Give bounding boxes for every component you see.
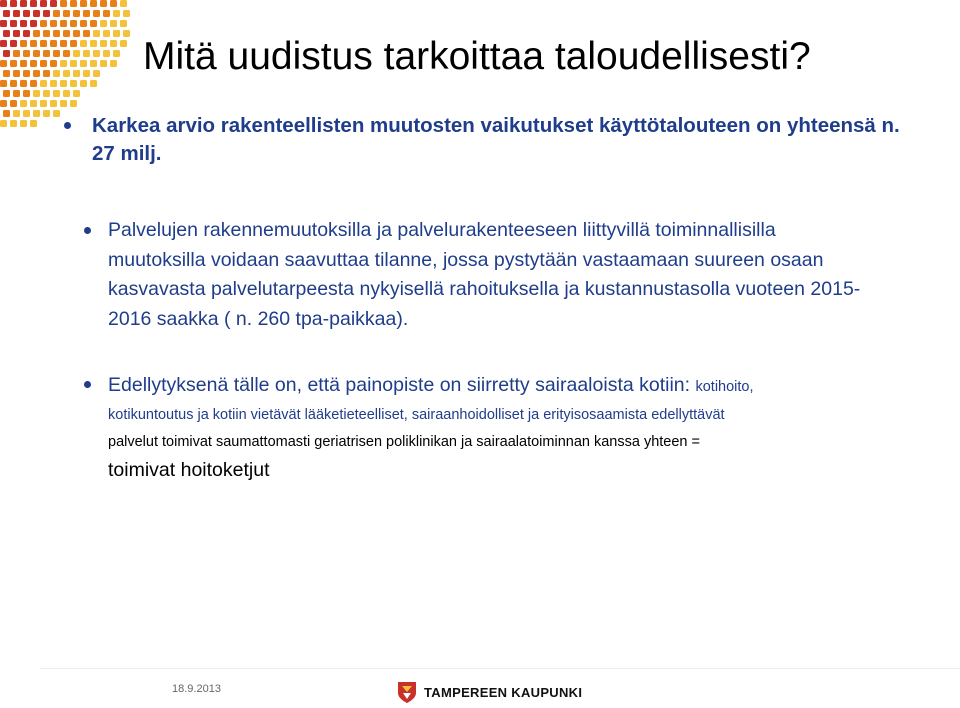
mosaic-tile <box>63 50 70 57</box>
mosaic-tile <box>53 30 60 37</box>
mosaic-tile <box>53 70 60 77</box>
mosaic-tile <box>43 10 50 17</box>
mosaic-tile <box>90 40 97 47</box>
footer-divider <box>40 668 960 669</box>
bullet-item-2 <box>80 216 940 334</box>
mosaic-tile <box>33 90 40 97</box>
mosaic-tile <box>100 40 107 47</box>
mosaic-tile <box>33 50 40 57</box>
mosaic-tile <box>100 60 107 67</box>
mosaic-tile <box>30 20 37 27</box>
mosaic-tile <box>0 100 7 107</box>
bullet-item-1 <box>60 112 920 168</box>
mosaic-tile <box>10 120 17 127</box>
mosaic-tile <box>63 90 70 97</box>
footer-organization: TAMPEREEN KAUPUNKI <box>424 684 583 700</box>
mosaic-tile <box>3 50 10 57</box>
mosaic-tile <box>33 110 40 117</box>
mosaic-tile <box>0 20 7 27</box>
mosaic-tile <box>50 40 57 47</box>
mosaic-tile <box>50 100 57 107</box>
mosaic-tile <box>93 50 100 57</box>
mosaic-tile <box>120 40 127 47</box>
mosaic-tile <box>63 30 70 37</box>
mosaic-tile <box>20 80 27 87</box>
mosaic-tile <box>103 30 110 37</box>
bullet-3-line-1-main: Edellytyksenä tälle on, että painopiste on siirretty sairaaloista kotiin: <box>108 374 696 396</box>
footer-date: 18.9.2013 <box>172 683 221 695</box>
bullet-dot-icon <box>84 381 91 388</box>
mosaic-tile <box>63 70 70 77</box>
mosaic-tile <box>83 70 90 77</box>
bullet-3-line-4: toimivat hoitoketjut <box>108 459 270 481</box>
mosaic-tile <box>30 100 37 107</box>
slide-title: Mitä uudistus tarkoittaa taloudellisesti? <box>143 35 811 78</box>
bullet-dot-icon <box>84 227 91 234</box>
mosaic-tile <box>90 60 97 67</box>
mosaic-tile <box>3 10 10 17</box>
mosaic-tile <box>13 50 20 57</box>
mosaic-tile <box>103 10 110 17</box>
mosaic-tile <box>30 40 37 47</box>
bullet-text-1: Karkea arvio rakenteellisten muutosten vaikutukset käyttötalouteen on yhteensä n. 27 milj. <box>92 114 900 165</box>
mosaic-tile <box>23 10 30 17</box>
mosaic-tile <box>0 0 7 7</box>
mosaic-tile <box>73 30 80 37</box>
mosaic-tile <box>60 20 67 27</box>
mosaic-tile <box>120 0 127 7</box>
mosaic-tile <box>80 20 87 27</box>
mosaic-tile <box>40 20 47 27</box>
mosaic-tile <box>80 0 87 7</box>
mosaic-tile <box>100 0 107 7</box>
mosaic-tile <box>73 10 80 17</box>
mosaic-tile <box>60 40 67 47</box>
mosaic-tile <box>60 80 67 87</box>
footer-logo <box>396 680 582 704</box>
mosaic-tile <box>70 80 77 87</box>
mosaic-tile <box>70 20 77 27</box>
bullet-3-line-1 <box>108 370 940 402</box>
mosaic-tile <box>123 30 130 37</box>
mosaic-tile <box>103 50 110 57</box>
mosaic-tile <box>3 110 10 117</box>
mosaic-tile <box>33 70 40 77</box>
mosaic-tile <box>40 60 47 67</box>
mosaic-tile <box>83 30 90 37</box>
mosaic-tile <box>110 60 117 67</box>
mosaic-tile <box>0 40 7 47</box>
mosaic-tile <box>30 0 37 7</box>
bullet-text-2: Palvelujen rakennemuutoksilla ja palvelurakenteeseen liittyvillä toiminnallisilla muutoksilla voidaan saavuttaa tilanne, jossa pystytään vastaamaan suureen osaan kasvavasta palvelutarpeesta nykyisellä rahoituksella ja kustannustasolla vuoteen 2015-2016 saakka ( n. 260 tpa-paikkaa). <box>108 219 861 330</box>
mosaic-tile <box>70 100 77 107</box>
mosaic-tile <box>30 60 37 67</box>
mosaic-tile <box>3 70 10 77</box>
mosaic-tile <box>23 50 30 57</box>
mosaic-tile <box>13 30 20 37</box>
mosaic-tile <box>10 100 17 107</box>
mosaic-tile <box>110 20 117 27</box>
mosaic-tile <box>43 90 50 97</box>
mosaic-tile <box>20 20 27 27</box>
mosaic-tile <box>43 50 50 57</box>
mosaic-tile <box>70 40 77 47</box>
mosaic-tile <box>83 50 90 57</box>
mosaic-tile <box>60 60 67 67</box>
mosaic-tile <box>93 70 100 77</box>
mosaic-tile <box>10 80 17 87</box>
mosaic-tile <box>0 60 7 67</box>
mosaic-tile <box>110 40 117 47</box>
mosaic-tile <box>90 20 97 27</box>
mosaic-tile <box>13 110 20 117</box>
mosaic-tile <box>30 80 37 87</box>
mosaic-tile <box>20 60 27 67</box>
mosaic-tile <box>43 70 50 77</box>
mosaic-tile <box>93 30 100 37</box>
bullet-3-line-2: kotikuntoutus ja kotiin vietävät lääketieteelliset, sairaanhoidolliset ja erityisosaamista edellyttävät <box>108 407 725 423</box>
mosaic-tile <box>60 100 67 107</box>
mosaic-tile <box>70 0 77 7</box>
mosaic-tile <box>3 90 10 97</box>
mosaic-tile <box>20 120 27 127</box>
mosaic-tile <box>13 70 20 77</box>
mosaic-tile <box>0 120 7 127</box>
mosaic-tile <box>93 10 100 17</box>
mosaic-tile <box>20 0 27 7</box>
mosaic-tile <box>53 90 60 97</box>
bullet-dot-icon <box>64 122 71 129</box>
mosaic-tile <box>123 10 130 17</box>
mosaic-tile <box>40 80 47 87</box>
mosaic-tile <box>23 30 30 37</box>
mosaic-tile <box>13 90 20 97</box>
mosaic-tile <box>13 10 20 17</box>
mosaic-tile <box>113 10 120 17</box>
mosaic-tile <box>10 0 17 7</box>
mosaic-tile <box>120 20 127 27</box>
mosaic-tile <box>90 80 97 87</box>
mosaic-tile <box>43 30 50 37</box>
mosaic-tile <box>33 10 40 17</box>
bullet-3-line-1-small: kotihoito, <box>695 379 754 395</box>
mosaic-tile <box>63 10 70 17</box>
mosaic-tile <box>73 90 80 97</box>
mosaic-tile <box>20 40 27 47</box>
mosaic-tile <box>10 20 17 27</box>
mosaic-tile <box>90 0 97 7</box>
mosaic-tile <box>110 0 117 7</box>
mosaic-tile <box>40 100 47 107</box>
mosaic-tile <box>10 40 17 47</box>
mosaic-tile <box>73 70 80 77</box>
mosaic-tile <box>20 100 27 107</box>
mosaic-tile <box>3 30 10 37</box>
mosaic-tile <box>23 70 30 77</box>
mosaic-tile <box>50 0 57 7</box>
mosaic-tile <box>73 50 80 57</box>
bullet-item-3 <box>80 370 940 484</box>
tampere-crest-icon <box>396 680 418 704</box>
mosaic-tile <box>50 80 57 87</box>
mosaic-tile <box>33 30 40 37</box>
mosaic-tile <box>100 20 107 27</box>
mosaic-tile <box>50 20 57 27</box>
bullet-3-line-3: palvelut toimivat saumattomasti geriatrisen poliklinikan ja sairaalatoiminnan kanssa yhteen = <box>108 434 700 450</box>
mosaic-tile <box>50 60 57 67</box>
mosaic-tile <box>113 50 120 57</box>
mosaic-tile <box>23 90 30 97</box>
mosaic-tile <box>43 110 50 117</box>
mosaic-tile <box>40 0 47 7</box>
mosaic-tile <box>80 60 87 67</box>
mosaic-tile <box>70 60 77 67</box>
mosaic-tile <box>23 110 30 117</box>
mosaic-tile <box>30 120 37 127</box>
mosaic-tile <box>0 80 7 87</box>
mosaic-tile <box>40 40 47 47</box>
mosaic-tile <box>80 80 87 87</box>
mosaic-tile <box>83 10 90 17</box>
mosaic-tile <box>53 50 60 57</box>
mosaic-tile <box>60 0 67 7</box>
mosaic-tile <box>80 40 87 47</box>
mosaic-tile <box>53 10 60 17</box>
mosaic-tile <box>53 110 60 117</box>
mosaic-tile <box>113 30 120 37</box>
mosaic-tile <box>10 60 17 67</box>
